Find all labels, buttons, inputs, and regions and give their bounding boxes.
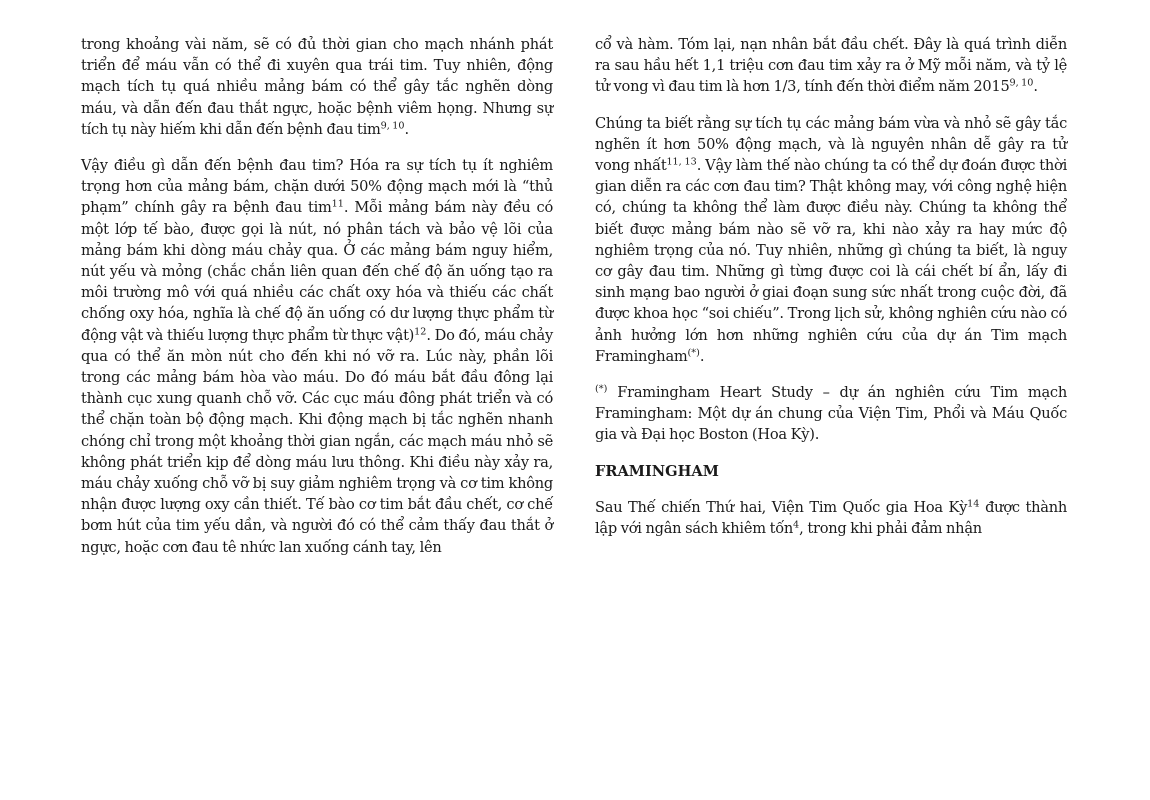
citation-reference: 4 (793, 519, 800, 531)
paragraph-end: . (699, 347, 705, 365)
paragraph-text: . Do đó, máu chảy qua có thể ăn mòn nút cho đến khi nó vỡ ra. Lúc này, phần lõi trong các mảng bám hòa vào máu. Do đó máu bắt đầu đông lại thành cục xung quanh chỗ vỡ. Các cục máu đông phát triển và có thể chặn toàn bộ động mạch. Khi động mạch bị tắc nghẽn nhanh chóng chỉ trong một khoảng thời gian ngắn, các mạch máu nhỏ sẽ không phát triển kịp để dòng máu lưu thông. Khi điều này xảy ra, máu chảy xuống chỗ vỡ bị suy giảm nghiêm trọng và cơ tim không nhận được lượng oxy cần thiết. Tế bào cơ tim bắt đầu chết, cơ chế bơm hút của tim yếu dần, và người đó có thể cảm thấy đau thắt ở ngực, hoặc cơn đau tê nhức lan xuống cánh tay, lên (81, 326, 553, 556)
paragraph-text: , trong khi phải đảm nhận (799, 520, 982, 538)
right-column (595, 34, 1067, 554)
paragraph-text: Chúng ta biết rằng sự tích tụ các mảng bám vừa và nhỏ sẽ gây tắc nghẽn ít hơn 50% động mạch, và là nguyên nhân dễ gây ra tử vong nhất (595, 114, 1067, 175)
paragraph-end: . (1033, 78, 1038, 96)
citation-reference: 12 (414, 326, 427, 338)
citation-reference: 11, 13 (666, 156, 697, 168)
paragraph-text: được thành lập với ngân sách khiêm tốn (595, 498, 1067, 538)
footnote-marker: (*) (687, 347, 700, 359)
footnote-marker: (*) (595, 383, 608, 395)
citation-reference: 14 (967, 498, 980, 510)
paragraph (595, 34, 1067, 98)
footnote-text: Framingham Heart Study – dự án nghiên cứu Tim mạch Framingham: Một dự án chung của Viện Tim, Phổi và Máu Quốc gia và Đại học Boston (Hoa Kỳ). (595, 384, 1067, 444)
citation-reference: 9, 10 (1009, 78, 1034, 90)
paragraph-end: . (404, 120, 409, 138)
paragraph (81, 155, 553, 558)
paragraph-text: . Vậy làm thế nào chúng ta có thể dự đoán được thời gian diễn ra các cơn đau tim? Thật không may, với công nghệ hiện có, chúng ta không thể làm được điều này. Chúng ta không thể biết được mảng bám nào sẽ vỡ ra, khi nào xảy ra hay mức độ nghiêm trọng của nó. Tuy nhiên, những gì chúng ta biết, là nguy cơ gây đau tim. Những gì từng được coi là cái chết bí ẩn, lấy đi sinh mạng bao người ở giai đoạn sung sức nhất trong cuộc đời, đã được khoa học “soi chiếu”. Trong lịch sử, không nghiên cứu nào có ảnh hưởng lớn hơn những nghiên cứu của dự án Tim mạch Framingham (595, 157, 1068, 365)
paragraph (81, 34, 553, 140)
paragraph-text: Sau Thế chiến Thứ hai, Viện Tim Quốc gia Hoa Kỳ (595, 498, 968, 516)
paragraph-text: Vậy điều gì dẫn đến bệnh đau tim? Hóa ra sự tích tụ ít nghiêm trọng hơn của mảng bám, chặn dưới 50% động mạch mới là “thủ phạm” chính gây ra bệnh đau tim (81, 157, 553, 217)
paragraph-text: trong khoảng vài năm, sẽ có đủ thời gian cho mạch nhánh phát triển để máu vẫn có thể đi xuyên qua trái tim. Tuy nhiên, động mạch tích tụ quá nhiều mảng bám có thể gây tắc nghẽn dòng máu, và dẫn đến đau thắt ngực, hoặc bệnh viêm họng. Nhưng sự tích tụ này hiếm khi dẫn đến bệnh đau tim (81, 36, 553, 138)
paragraph-text: cổ và hàm. Tóm lại, nạn nhân bắt đầu chết. Đây là quá trình diễn ra sau hầu hết 1,1 triệu cơn đau tim xảy ra ở Mỹ mỗi năm, và tỷ lệ tử vong vì đau tim là hơn 1/3, tính đến thời điểm năm 2015 (595, 36, 1067, 96)
paragraph-text: . Mỗi mảng bám này đều có một lớp tế bào, được gọi là nút, nó phân tách và bảo vệ lõi của mảng bám khi dòng máu chảy qua. Ở các mảng bám nguy hiểm, nút yếu và mỏng (chắc chắn liên quan đến chế độ ăn uống tạo ra môi trường mô với quá nhiều các chất oxy hóa và thiếu các chất chống oxy hóa, nghĩa là chế độ ăn uống có dư lượng thực phẩm từ động vật và thiếu lượng thực phẩm từ thực vật) (81, 199, 553, 344)
citation-reference: 9, 10 (380, 120, 405, 132)
section-heading: FRAMINGHAM (595, 462, 719, 480)
footnote (595, 382, 1067, 446)
paragraph (595, 113, 1067, 367)
left-column (81, 34, 553, 573)
paragraph (595, 497, 1067, 539)
citation-reference: 11 (331, 199, 344, 211)
